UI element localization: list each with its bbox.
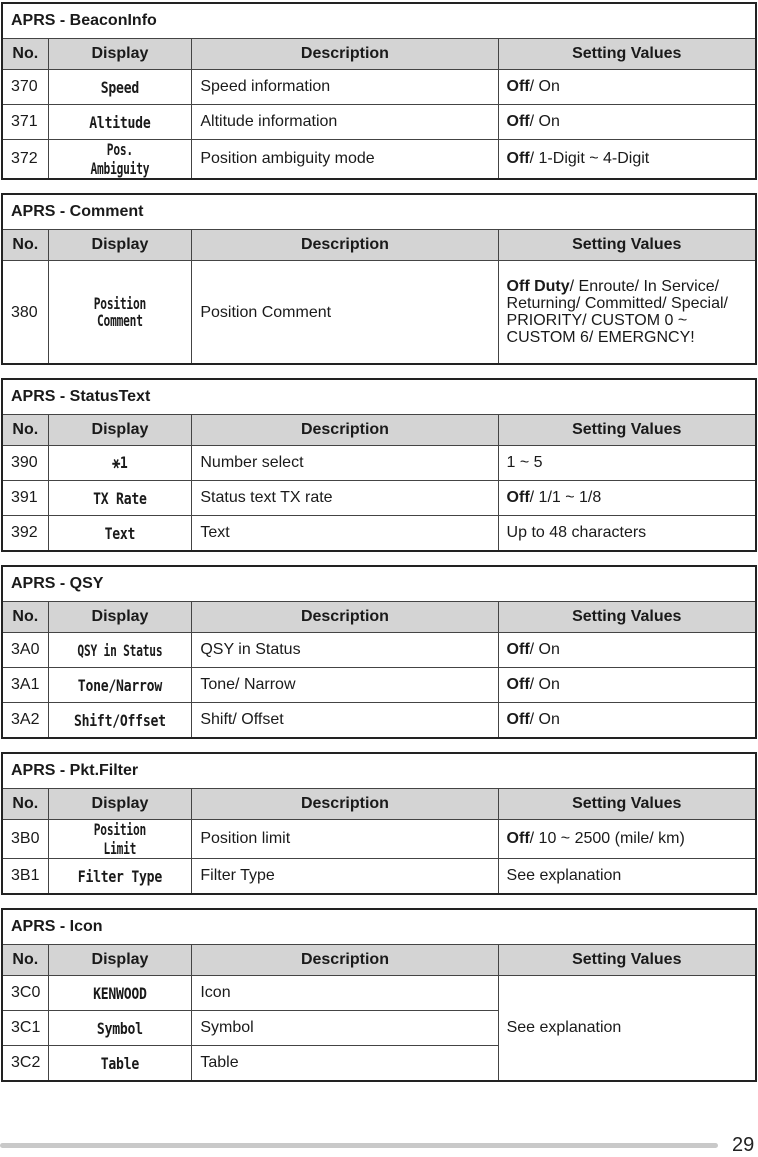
cell-setting	[498, 859, 756, 895]
table-row	[2, 481, 756, 516]
cell-display: Position Comment	[70, 261, 171, 365]
table-qsy	[1, 565, 757, 739]
header-description: Description	[192, 602, 498, 633]
header-display: Display	[48, 945, 192, 976]
table-row	[2, 105, 756, 140]
cell-description: Altitude information	[192, 105, 498, 140]
cell-display: Filter Type	[61, 859, 179, 895]
setting-options: / 10 ~ 2500 (mile/ km)	[529, 830, 685, 847]
header-display: Display	[48, 415, 192, 446]
header-display: Display	[48, 39, 192, 70]
table-row	[2, 261, 756, 365]
cell-no: 3A1	[2, 668, 48, 703]
setting-default: Off	[506, 489, 530, 506]
setting-options: See explanation	[506, 867, 622, 884]
page	[1, 2, 757, 1095]
cell-description: QSY in Status	[192, 633, 498, 668]
cell-display: Shift/Offset	[61, 703, 179, 739]
header-description: Description	[192, 789, 498, 820]
setting-default: Off	[506, 711, 530, 728]
cell-description: Table	[192, 1046, 498, 1082]
header-setting: Setting Values	[498, 945, 756, 976]
cell-no: 370	[2, 70, 48, 105]
table-statustext	[1, 378, 757, 552]
section-title: APRS - Comment	[2, 194, 756, 230]
cell-no: 3C0	[2, 976, 48, 1011]
cell-description: Status text TX rate	[192, 481, 498, 516]
header-setting: Setting Values	[498, 230, 756, 261]
cell-description: Icon	[192, 976, 498, 1011]
setting-options: / Enroute/ In Service/ Returning/ Committed/ Special/ PRIORITY/ CUSTOM 0 ~ CUSTOM 6/ EMERGNCY!	[506, 278, 728, 346]
table-row	[2, 516, 756, 552]
table-row	[2, 703, 756, 739]
setting-options: / 1-Digit ~ 4-Digit	[529, 150, 650, 167]
table-row	[2, 859, 756, 895]
cell-setting	[498, 446, 756, 481]
cell-display: Text	[61, 516, 179, 552]
header-display: Display	[48, 789, 192, 820]
cell-display: Altitude	[61, 105, 179, 140]
cell-description: Position Comment	[192, 261, 498, 365]
header-description: Description	[192, 39, 498, 70]
header-no: No.	[2, 789, 48, 820]
table-row	[2, 70, 756, 105]
header-no: No.	[2, 602, 48, 633]
setting-options: / On	[529, 711, 560, 728]
cell-description: Text	[192, 516, 498, 552]
cell-no: 372	[2, 140, 48, 180]
cell-no: 371	[2, 105, 48, 140]
cell-description: Position ambiguity mode	[192, 140, 498, 180]
page-number: 29	[732, 1134, 755, 1156]
cell-no: 3B0	[2, 820, 48, 859]
cell-setting: See explanation	[498, 976, 756, 1082]
cell-display: QSY in Status	[70, 633, 171, 668]
header-description: Description	[192, 230, 498, 261]
header-setting: Setting Values	[498, 39, 756, 70]
header-setting: Setting Values	[498, 789, 756, 820]
cell-description: Position limit	[192, 820, 498, 859]
table-row	[2, 633, 756, 668]
table-icon	[1, 908, 757, 1082]
table-row	[2, 446, 756, 481]
table-row	[2, 140, 756, 180]
section-title: APRS - StatusText	[2, 379, 756, 415]
cell-display: ⚹1	[61, 446, 179, 481]
cell-setting	[498, 703, 756, 739]
cell-display: Symbol	[61, 1011, 179, 1046]
setting-options: / 1/1 ~ 1/8	[529, 489, 602, 506]
cell-no: 3A2	[2, 703, 48, 739]
table-row	[2, 976, 756, 1011]
table-beaconinfo	[1, 2, 757, 180]
cell-description: Symbol	[192, 1011, 498, 1046]
cell-setting	[498, 633, 756, 668]
cell-no: 3C2	[2, 1046, 48, 1082]
header-description: Description	[192, 415, 498, 446]
cell-description: Filter Type	[192, 859, 498, 895]
cell-description: Speed information	[192, 70, 498, 105]
cell-setting	[498, 516, 756, 552]
header-no: No.	[2, 945, 48, 976]
setting-default: Off	[506, 113, 530, 130]
setting-default: Off Duty	[506, 278, 570, 295]
cell-no: 3C1	[2, 1011, 48, 1046]
setting-default: Off	[506, 830, 530, 847]
cell-display: Table	[61, 1046, 179, 1082]
setting-default: Off	[506, 150, 530, 167]
cell-display: Pos. Ambiguity	[70, 140, 171, 180]
cell-setting	[498, 261, 756, 365]
table-row	[2, 668, 756, 703]
header-description: Description	[192, 945, 498, 976]
cell-description: Shift/ Offset	[192, 703, 498, 739]
cell-display: Speed	[61, 70, 179, 105]
header-no: No.	[2, 415, 48, 446]
cell-setting	[498, 481, 756, 516]
header-setting: Setting Values	[498, 602, 756, 633]
table-pktfilter	[1, 752, 757, 895]
cell-display: TX Rate	[61, 481, 179, 516]
setting-options: / On	[529, 676, 560, 693]
cell-no: 392	[2, 516, 48, 552]
table-row	[2, 820, 756, 859]
header-no: No.	[2, 39, 48, 70]
setting-options: 1 ~ 5	[506, 454, 543, 471]
setting-options: / On	[529, 78, 560, 95]
header-no: No.	[2, 230, 48, 261]
cell-no: 3A0	[2, 633, 48, 668]
setting-default: Off	[506, 78, 530, 95]
cell-setting	[498, 105, 756, 140]
table-comment	[1, 193, 757, 365]
cell-no: 391	[2, 481, 48, 516]
section-title: APRS - Icon	[2, 909, 756, 945]
cell-setting	[498, 140, 756, 180]
header-display: Display	[48, 230, 192, 261]
section-title: APRS - Pkt.Filter	[2, 753, 756, 789]
section-title: APRS - BeaconInfo	[2, 3, 756, 39]
cell-no: 390	[2, 446, 48, 481]
cell-display: Tone/Narrow	[61, 668, 179, 703]
setting-options: / On	[529, 641, 560, 658]
cell-setting	[498, 70, 756, 105]
cell-setting	[498, 668, 756, 703]
cell-no: 380	[2, 261, 48, 365]
cell-no: 3B1	[2, 859, 48, 895]
cell-description: Number select	[192, 446, 498, 481]
setting-default: Off	[506, 641, 530, 658]
cell-display: Position Limit	[70, 820, 171, 859]
section-title: APRS - QSY	[2, 566, 756, 602]
cell-description: Tone/ Narrow	[192, 668, 498, 703]
cell-display: KENWOOD	[61, 976, 179, 1011]
setting-options: Up to 48 characters	[506, 524, 647, 541]
header-display: Display	[48, 602, 192, 633]
setting-default: Off	[506, 676, 530, 693]
footer-bar	[0, 1143, 718, 1148]
setting-options: / On	[529, 113, 560, 130]
cell-setting	[498, 820, 756, 859]
header-setting: Setting Values	[498, 415, 756, 446]
